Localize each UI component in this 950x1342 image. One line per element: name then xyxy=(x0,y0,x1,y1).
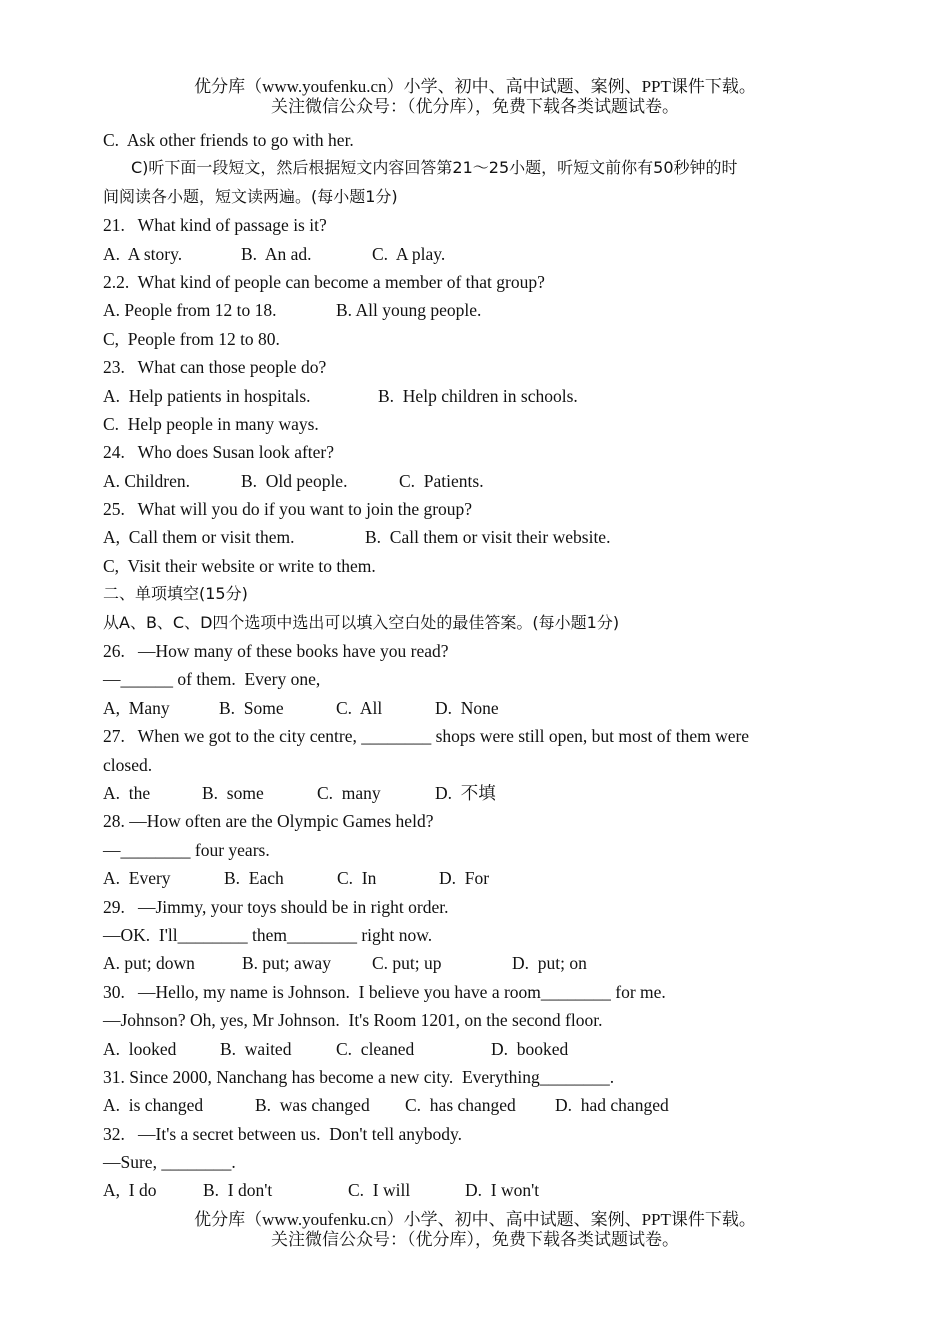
q26-option-c: C. All xyxy=(336,697,383,718)
q29-option-d: D. put; on xyxy=(512,953,587,974)
q21-stem: 21. What kind of passage is it? xyxy=(103,215,327,236)
q22-stem: 2.2. What kind of people can become a member of that group? xyxy=(103,271,545,292)
footer-line-2: 关注微信公众号：（优分库），免费下载各类试题试卷。 xyxy=(271,1230,679,1249)
q26-options xyxy=(103,694,848,722)
q32-stem: 32. —It's a secret between us. Don't tell anybody. xyxy=(103,1123,462,1144)
q24-option-c: C. Patients. xyxy=(399,470,484,491)
q25-option-c: C, Visit their website or write to them. xyxy=(103,555,376,576)
q24-option-b: B. Old people. xyxy=(241,470,348,491)
q30-option-d: D. booked xyxy=(491,1038,569,1059)
q24-options xyxy=(103,467,848,495)
q30-options xyxy=(103,1035,848,1063)
q25-option-a: A, Call them or visit them. xyxy=(103,527,295,548)
q27-stem-cont: closed. xyxy=(103,754,153,775)
q26-option-d: D. None xyxy=(435,697,499,718)
q27-option-c: C. many xyxy=(317,782,381,803)
q26-stem: 26. —How many of these books have you read? xyxy=(103,641,449,662)
q32-reply: —Sure, ________. xyxy=(103,1152,236,1173)
q31-stem: 31. Since 2000, Nanchang has become a new city. Everything________. xyxy=(103,1066,615,1087)
q21-option-c: C. A play. xyxy=(372,243,446,264)
page-footer xyxy=(0,1210,950,1250)
q30-option-a: A. looked xyxy=(103,1038,177,1059)
footer-line-1: 优分库（www.youfenku.cn）小学、初中、高中试题、案例、PPT课件下载。 xyxy=(194,1210,756,1229)
q31-option-c: C. has changed xyxy=(405,1095,516,1116)
q32-option-d: D. I won't xyxy=(465,1180,540,1201)
q21-option-a: A. A story. xyxy=(103,243,183,264)
q23-stem: 23. What can those people do? xyxy=(103,357,327,378)
document-body xyxy=(103,126,848,1205)
q29-option-a: A. put; down xyxy=(103,953,195,974)
q27-options xyxy=(103,779,848,807)
q21-option-b: B. An ad. xyxy=(241,243,312,264)
section-2-title: 二、单项填空(15分) xyxy=(103,584,248,604)
q28-option-a: A. Every xyxy=(103,868,171,889)
q24-option-a: A. Children. xyxy=(103,470,191,491)
q29-option-c: C. put; up xyxy=(372,953,442,974)
q29-stem: 29. —Jimmy, your toys should be in right order. xyxy=(103,896,449,917)
q29-reply: —OK. I'll________ them________ right now. xyxy=(103,924,433,945)
q20-option-c: C. Ask other friends to go with her. xyxy=(103,130,354,150)
q32-options xyxy=(103,1176,848,1204)
q23-option-a: A. Help patients in hospitals. xyxy=(103,385,311,406)
section-c-instruction-1: C)听下面一段短文，然后根据短文内容回答第21～25小题，听短文前你有50秒钟的时 xyxy=(131,158,738,178)
q28-option-d: D. For xyxy=(439,868,490,889)
q30-option-c: C. cleaned xyxy=(336,1038,415,1059)
q32-option-c: C. I will xyxy=(348,1180,411,1201)
q27-option-a: A. the xyxy=(103,782,151,803)
q21-options xyxy=(103,240,848,268)
q32-option-a: A, I do xyxy=(103,1180,157,1201)
section-c-instruction-2: 间阅读各小题，短文读两遍。(每小题1分) xyxy=(103,186,398,206)
q29-option-b: B. put; away xyxy=(242,953,331,974)
q28-option-c: C. In xyxy=(337,868,377,889)
q28-option-b: B. Each xyxy=(224,868,284,889)
q29-options xyxy=(103,949,848,977)
q30-stem: 30. —Hello, my name is Johnson. I believe you have a room________ for me. xyxy=(103,981,666,1002)
q24-stem: 24. Who does Susan look after? xyxy=(103,442,335,463)
q31-option-d: D. had changed xyxy=(555,1095,669,1116)
q27-option-d: D. 不填 xyxy=(435,782,496,803)
q28-reply: —________ four years. xyxy=(103,839,270,860)
q30-option-b: B. waited xyxy=(220,1038,292,1059)
q22-option-a: A. People from 12 to 18. xyxy=(103,300,277,321)
q26-option-b: B. Some xyxy=(219,697,284,718)
q22-option-c: C, People from 12 to 80. xyxy=(103,328,280,349)
page-header xyxy=(0,77,950,117)
q22-option-b: B. All young people. xyxy=(336,300,482,321)
q32-option-b: B. I don't xyxy=(203,1180,273,1201)
header-line-1: 优分库（www.youfenku.cn）小学、初中、高中试题、案例、PPT课件下载。 xyxy=(194,77,756,96)
q22-options xyxy=(103,296,848,324)
q31-option-a: A. is changed xyxy=(103,1095,204,1116)
q30-reply: —Johnson? Oh, yes, Mr Johnson. It's Room 1201, on the second floor. xyxy=(103,1010,603,1031)
q31-options xyxy=(103,1091,848,1119)
q23-option-b: B. Help children in schools. xyxy=(378,385,578,406)
q28-options xyxy=(103,864,848,892)
q27-stem: 27. When we got to the city centre, ________ shops were still open, but most of them were xyxy=(103,726,750,747)
q31-option-b: B. was changed xyxy=(255,1095,370,1116)
q23-option-c: C. Help people in many ways. xyxy=(103,413,319,434)
q26-reply: —______ of them. Every one, xyxy=(103,669,321,690)
header-line-2: 关注微信公众号：（优分库），免费下载各类试题试卷。 xyxy=(271,97,679,116)
section-2-instruction: 从A、B、C、D四个选项中选出可以填入空白处的最佳答案。(每小题1分) xyxy=(103,612,620,632)
q23-options xyxy=(103,382,848,410)
q25-options xyxy=(103,523,848,551)
q25-stem: 25. What will you do if you want to join the group? xyxy=(103,499,473,520)
q26-option-a: A, Many xyxy=(103,697,170,718)
q27-option-b: B. some xyxy=(202,782,264,803)
q25-option-b: B. Call them or visit their website. xyxy=(365,527,611,548)
q28-stem: 28. —How often are the Olympic Games held? xyxy=(103,811,434,832)
